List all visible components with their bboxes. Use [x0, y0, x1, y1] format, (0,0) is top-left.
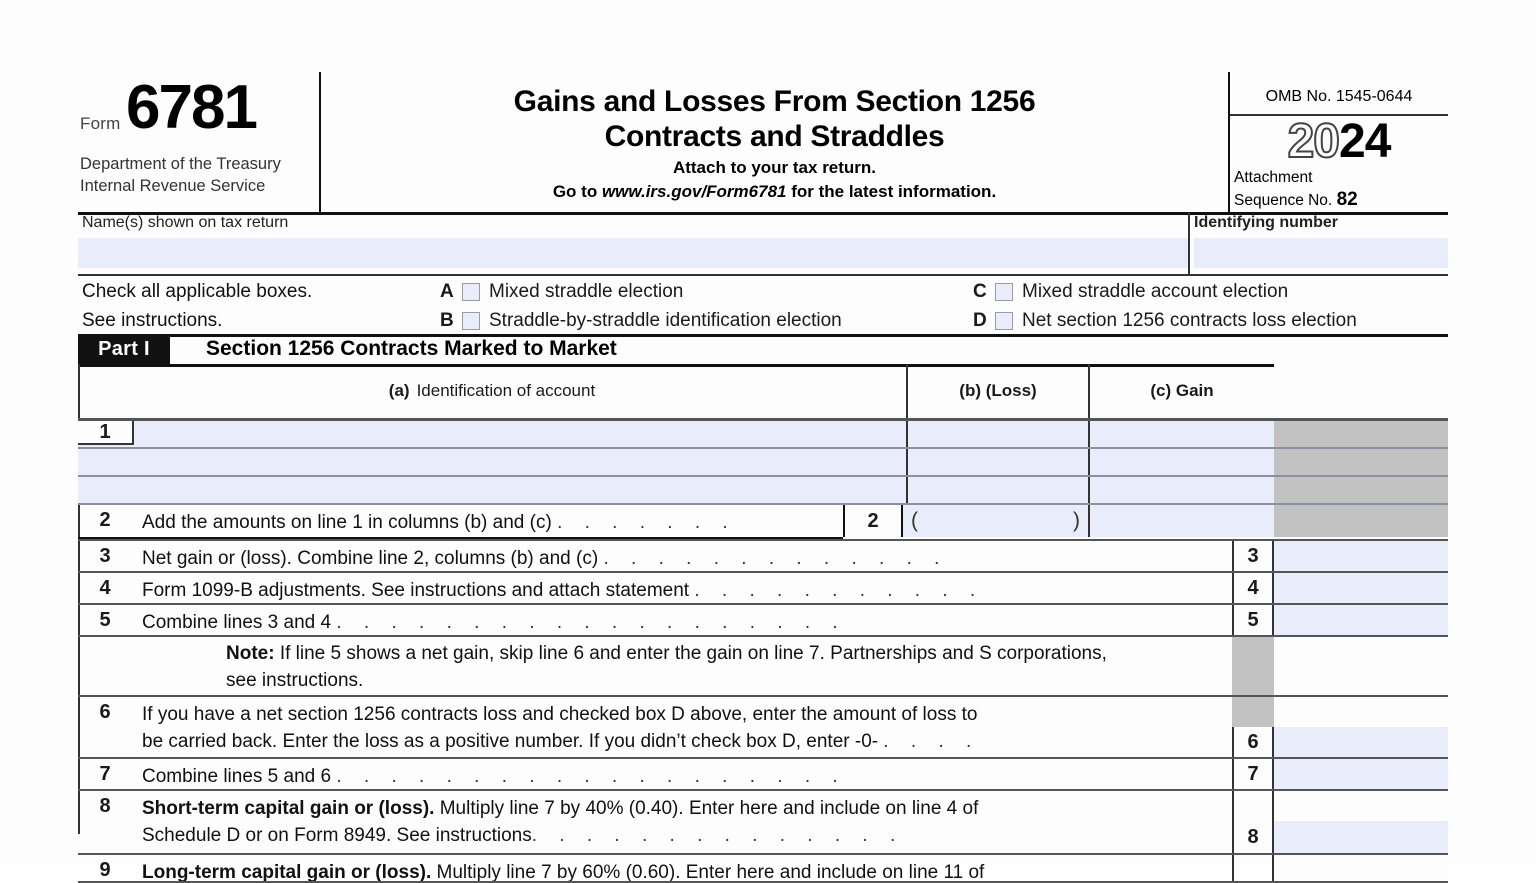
checkbox-a[interactable]: [462, 283, 480, 301]
goto-prefix: Go to: [552, 182, 602, 201]
line-8-answer-number: 8: [1232, 821, 1274, 853]
line-8-amount-input[interactable]: [1274, 821, 1448, 853]
attach-instruction: Attach to your tax return.: [672, 158, 877, 177]
column-header-b: (b) (Loss): [908, 364, 1090, 418]
column-header-a: [78, 364, 908, 418]
line-8-line-1: [142, 796, 978, 823]
shaded-block-6: [1232, 697, 1274, 727]
form-header: [78, 72, 1448, 215]
line-2-text: [142, 510, 736, 537]
line-4-amount-input[interactable]: [1274, 573, 1448, 603]
line-8-upper-spacer: [1232, 791, 1274, 821]
tax-year-digits: 24: [1339, 115, 1391, 168]
line-2-underrule: [78, 537, 843, 539]
name-cell: [78, 212, 1190, 274]
line-6-leader-dots: . . . .: [883, 730, 980, 752]
line-6-line-2: [142, 729, 980, 756]
line-7-text: [142, 764, 846, 791]
line-5-row: [78, 605, 1448, 637]
line-3-row: [78, 541, 1448, 573]
form-title-line-1: Gains and Losses From Section 1256: [513, 85, 1036, 118]
line-8-line-2: [142, 823, 978, 850]
line-1-loss-input-1[interactable]: [908, 421, 1090, 447]
note-blank-block: [1274, 637, 1448, 695]
line-3-leader-dots: . . . . . . . . . . . . .: [603, 548, 948, 569]
note-label: Note:: [226, 643, 275, 664]
line-2-box-number: 2: [843, 505, 903, 537]
line-4-number: 4: [99, 577, 111, 599]
line-2-number: 2: [99, 509, 111, 531]
line-7-number: 7: [99, 763, 111, 785]
line-1-account-input-2[interactable]: [78, 449, 908, 475]
elections-column-right: [973, 277, 1357, 335]
checkbox-b[interactable]: [462, 312, 480, 330]
name-label: Name(s) shown on tax return: [82, 214, 289, 231]
election-letter-a: A: [440, 280, 454, 302]
line-8-leader-dots: . . . . . . . . . . . . . .: [531, 824, 904, 846]
elections-column-left: [440, 277, 842, 335]
line-4-row: [78, 573, 1448, 605]
column-header-a-label: Identification of account: [416, 381, 596, 400]
note-body-1: If line 5 shows a net gain, skip line 6 and enter the gain on line 7. Partnerships and S corporations,: [274, 643, 1107, 664]
name-input[interactable]: [78, 238, 1188, 268]
line-2-paren-open: (: [911, 509, 918, 532]
line-1-account-input-1[interactable]: [78, 421, 908, 447]
line-8-row: [78, 791, 1448, 855]
note-text: [226, 641, 1107, 695]
shaded-block-2: [1274, 449, 1448, 475]
line-1-gain-input-3[interactable]: [1090, 477, 1274, 503]
elections-row: [78, 276, 1448, 337]
note-row: [78, 637, 1448, 697]
part-1-table: [78, 364, 1448, 883]
line-4-text: [142, 578, 984, 605]
line-5-amount-input[interactable]: [1274, 605, 1448, 635]
line-3-amount-input[interactable]: [1274, 541, 1448, 571]
header-omb-block: [1230, 72, 1448, 212]
line-3-number: 3: [99, 545, 111, 567]
line-9-row: [78, 855, 1448, 883]
election-letter-b: B: [440, 309, 454, 331]
header-left-block: [78, 72, 321, 212]
checkbox-c[interactable]: [995, 283, 1013, 301]
line-9-answer-number: [1232, 855, 1274, 881]
department-line-1: Department of the Treasury: [80, 155, 281, 173]
form-number: 6781: [126, 73, 256, 142]
line-7-amount-input[interactable]: [1274, 759, 1448, 789]
line-9-line-1: [142, 860, 984, 883]
election-label-c: Mixed straddle account election: [1022, 280, 1289, 302]
election-label-b: Straddle-by-straddle identification election: [489, 309, 842, 331]
line-3-description: Net gain or (loss). Combine line 2, columns (b) and (c): [142, 548, 599, 569]
line-1-number: 1: [78, 421, 134, 445]
goto-instruction: [321, 182, 1228, 202]
identity-row: [78, 212, 1448, 276]
table-column-headers: [78, 364, 1448, 421]
election-label-d: Net section 1256 contracts loss election: [1022, 309, 1357, 331]
irs-url: www.irs.gov/Form6781: [601, 182, 787, 201]
line-1-gain-input-1[interactable]: [1090, 421, 1274, 447]
elections-instruction-line-1: Check all applicable boxes.: [82, 281, 313, 302]
line-5-leader-dots: . . . . . . . . . . . . . . . . . . .: [336, 612, 847, 633]
line-3-text: [142, 546, 948, 573]
line-7-row: [78, 759, 1448, 791]
election-row-b: [440, 306, 842, 335]
line-8-blank-block: [1274, 791, 1448, 821]
line-3-answer-number: 3: [1232, 541, 1274, 571]
line-9-blank-block: [1274, 855, 1448, 881]
line-1-loss-input-3[interactable]: [908, 477, 1090, 503]
election-letter-d: D: [973, 309, 987, 331]
column-header-c: (c) Gain: [1150, 381, 1214, 400]
attachment-label: Attachment: [1234, 169, 1313, 186]
attachment-seq-line: [1234, 188, 1358, 213]
line-6-amount-input[interactable]: [1274, 727, 1448, 757]
election-row-c: [973, 277, 1357, 306]
line-6-text: [142, 702, 980, 756]
checkbox-d[interactable]: [995, 312, 1013, 330]
department-block: [80, 154, 281, 198]
header-title-block: [321, 72, 1230, 212]
elections-instructions: [82, 277, 312, 336]
line-9-number: 9: [99, 859, 111, 881]
form-title-line-2: Contracts and Straddles: [604, 120, 945, 154]
line-5-text: [142, 610, 846, 637]
shaded-block-3: [1274, 477, 1448, 503]
part-1-tag: Part I: [78, 334, 170, 364]
line-4-description: Form 1099-B adjustments. See instructions and attach statement: [142, 580, 690, 601]
note-line-1: [226, 641, 1107, 668]
attachment-seq-label: Sequence No.: [1234, 192, 1333, 210]
line-2-loss-input[interactable]: [903, 505, 1090, 537]
line-4-answer-number: 4: [1232, 573, 1274, 603]
tax-year-century: 20: [1287, 115, 1339, 168]
line-7-answer-number: 7: [1232, 759, 1274, 789]
line-1-gain-input-2[interactable]: [1090, 449, 1274, 475]
line-6-number: 6: [99, 701, 111, 723]
attachment-sequence: [1234, 168, 1358, 213]
header-spacer-block: [1274, 364, 1448, 418]
line-1-entry-row: [78, 421, 1448, 449]
form-title: [321, 84, 1228, 155]
line-6-body-2: be carried back. Enter the loss as a positive number. If you didn’t check box D, enter -0-: [142, 730, 879, 752]
line-9-body-1: Multiply line 7 by 60% (0.60). Enter here and include on line 11 of: [431, 862, 985, 883]
department-line-2: Internal Revenue Service: [80, 176, 266, 195]
shaded-block-5: [1232, 637, 1274, 695]
line-2-paren-close: ): [1073, 509, 1080, 532]
shaded-block-4: [1274, 505, 1448, 537]
line-4-leader-dots: . . . . . . . . . . .: [694, 580, 984, 601]
line-6-answer-number: 6: [1232, 727, 1274, 757]
line-8-body-1: Multiply line 7 by 40% (0.40). Enter here and include on line 4 of: [434, 798, 979, 819]
election-letter-c: C: [973, 280, 987, 302]
column-header-a-marker: (a): [388, 381, 410, 400]
line-5-number: 5: [99, 609, 111, 631]
line-2-leader-dots: . . . . . . .: [557, 512, 737, 533]
line-9-text: [142, 860, 984, 883]
election-row-d: [973, 306, 1357, 335]
line-8-body-2: Schedule D or on Form 8949. See instructions: [142, 824, 532, 846]
elections-instruction-line-2: See instructions.: [82, 310, 223, 332]
line-6-blank-block: [1274, 697, 1448, 727]
identifying-number-cell: [1190, 212, 1448, 274]
line-6-row: [78, 697, 1448, 759]
election-row-a: [440, 277, 842, 306]
line-1-entry-row: [78, 477, 1448, 505]
election-label-a: Mixed straddle election: [489, 280, 684, 302]
line-8-bold-lead: Short-term capital gain or (loss).: [142, 798, 435, 819]
identifying-number-input[interactable]: [1194, 238, 1448, 268]
line-2-description: Add the amounts on line 1 in columns (b) and (c): [142, 512, 552, 533]
attachment-seq-number: 82: [1336, 189, 1358, 211]
line-9-bold-lead: Long-term capital gain or (loss).: [142, 862, 432, 883]
identifying-number-label: Identifying number: [1194, 214, 1338, 231]
line-6-line-1: If you have a net section 1256 contracts loss and checked box D above, enter the amount of loss to: [142, 704, 978, 725]
line-7-description: Combine lines 5 and 6: [142, 766, 332, 787]
omb-number: OMB No. 1545-0644: [1265, 88, 1413, 105]
line-5-answer-number: 5: [1232, 605, 1274, 635]
line-1-loss-input-2[interactable]: [908, 449, 1090, 475]
line-8-number: 8: [99, 795, 111, 817]
tax-year: [1230, 115, 1448, 168]
form-word-label: Form: [80, 114, 121, 133]
line-7-leader-dots: . . . . . . . . . . . . . . . . . . .: [336, 766, 847, 787]
line-8-text: [142, 796, 978, 850]
line-2-row: [78, 505, 1448, 541]
goto-suffix: for the latest information.: [786, 182, 997, 201]
line-1-entry-row: [78, 449, 1448, 477]
shaded-block-1: [1274, 421, 1448, 447]
line-1-account-input-3[interactable]: [78, 477, 908, 503]
part-1-header: [78, 334, 1448, 367]
line-5-description: Combine lines 3 and 4: [142, 612, 332, 633]
note-line-2: see instructions.: [226, 669, 364, 691]
line-2-gain-input[interactable]: [1090, 505, 1274, 537]
part-1-title: Section 1256 Contracts Marked to Market: [206, 337, 617, 360]
